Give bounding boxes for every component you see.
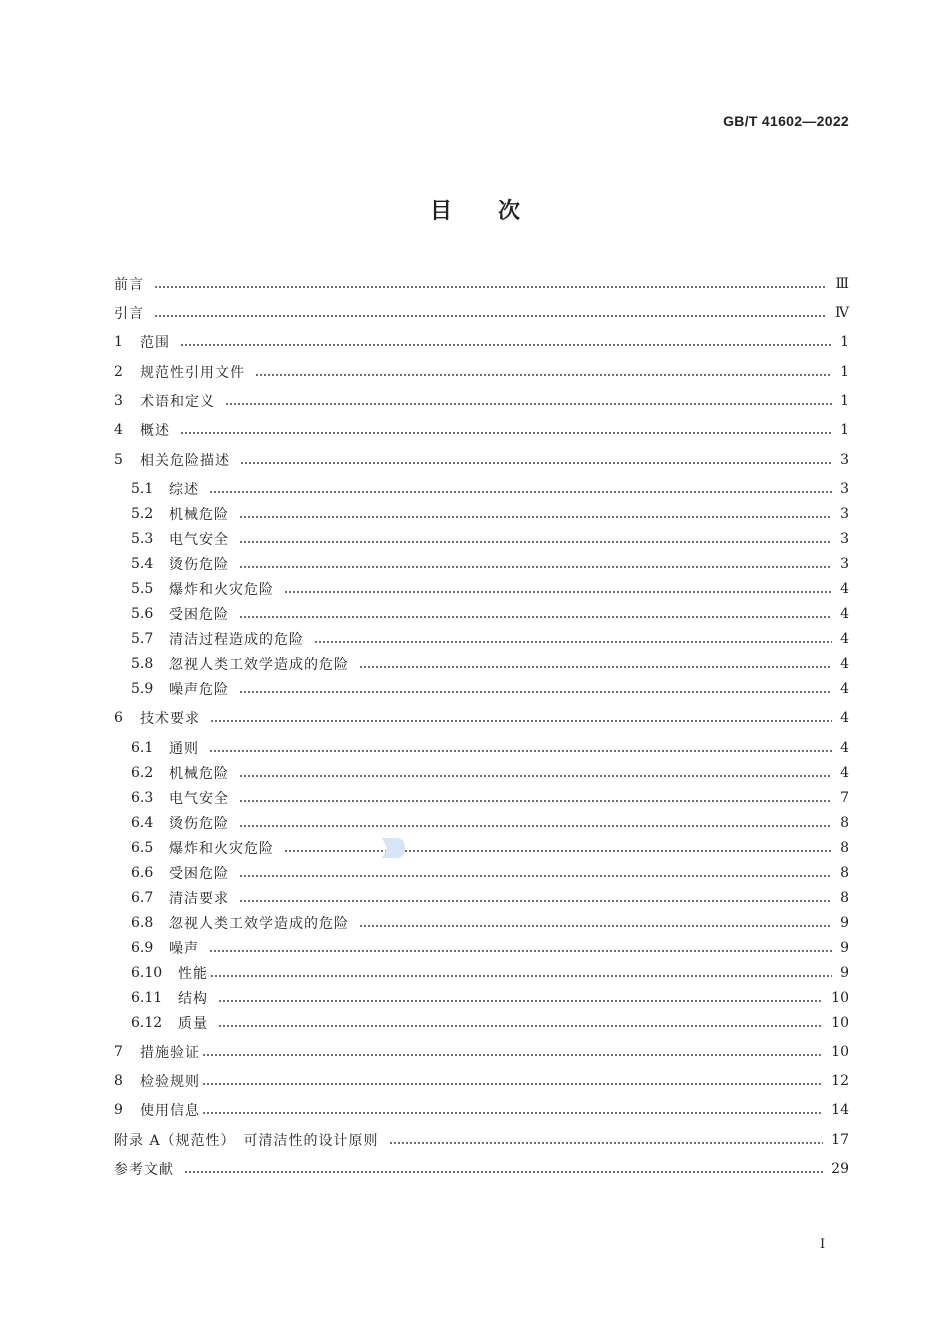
dot-leader — [180, 432, 832, 434]
toc-subentry[interactable] — [131, 763, 849, 783]
toc-entry-number: 5.2 — [131, 506, 154, 522]
toc-entry-page: 7 — [840, 790, 849, 806]
standard-number: GB/T 41602—2022 — [723, 113, 849, 129]
toc-entry-page: 4 — [840, 765, 849, 781]
toc-entry-page: 12 — [831, 1073, 849, 1089]
toc-entry-annex[interactable] — [114, 1130, 849, 1150]
toc-entry-title: 措施验证 — [140, 1045, 200, 1061]
toc-entry-title: 电气安全 — [169, 791, 229, 807]
toc-entry-title: 综述 — [169, 482, 199, 498]
toc-entry-number: 5.4 — [131, 556, 154, 572]
toc-entry[interactable] — [114, 450, 849, 470]
toc-entry-number: 5.7 — [131, 631, 154, 647]
toc-entry[interactable] — [114, 303, 849, 323]
dot-leader — [209, 491, 832, 493]
toc-entry-page: 1 — [840, 393, 849, 409]
toc-entry-page: 8 — [840, 840, 849, 856]
toc-entry-page: Ⅲ — [835, 276, 849, 292]
toc-entry-title: 忽视人类工效学造成的危险 — [169, 657, 349, 673]
toc-entry[interactable] — [114, 332, 849, 352]
dot-leader — [218, 1000, 823, 1002]
toc-entry[interactable] — [114, 274, 849, 294]
toc-subentry[interactable] — [131, 963, 849, 983]
toc-entry-page: Ⅳ — [835, 305, 849, 321]
toc-entry-number: 6.2 — [131, 765, 154, 781]
toc-entry-number: 5.1 — [131, 481, 154, 497]
toc-entry-number: 9 — [114, 1102, 123, 1118]
toc-entry-page: 3 — [840, 556, 849, 572]
dot-leader — [239, 516, 832, 518]
toc-entry-title: 概述 — [140, 423, 170, 439]
toc-entry-title: 范围 — [140, 335, 170, 351]
toc-entry[interactable] — [114, 362, 849, 382]
dot-leader — [255, 374, 832, 376]
toc-entry-title: 爆炸和火灾危险 — [169, 582, 274, 598]
dot-leader — [154, 286, 827, 288]
toc-entry-title: 忽视人类工效学造成的危险 — [169, 916, 349, 932]
toc-entry[interactable] — [114, 708, 849, 728]
toc-subentry[interactable] — [131, 738, 849, 758]
toc-entry-page: 3 — [840, 452, 849, 468]
toc-entry-number: 6.4 — [131, 815, 154, 831]
toc-subentry[interactable] — [131, 938, 849, 958]
toc-entry-page: 4 — [840, 681, 849, 697]
dot-leader — [314, 641, 832, 643]
toc-entry-page: 10 — [831, 1044, 849, 1060]
toc-entry[interactable] — [114, 1042, 849, 1062]
toc-entry-page: 1 — [840, 422, 849, 438]
dot-leader — [239, 900, 832, 902]
toc-entry-page: 9 — [840, 940, 849, 956]
watermark-logo-icon — [380, 836, 406, 860]
toc-entry-page: 4 — [840, 606, 849, 622]
toc-entry-page: 1 — [840, 364, 849, 380]
toc-entry[interactable] — [114, 1071, 849, 1091]
toc-entry-number: 3 — [114, 393, 123, 409]
dot-leader — [239, 566, 832, 568]
toc-subentry[interactable] — [131, 579, 849, 599]
page-title: 目次 — [429, 199, 566, 224]
toc-entry-title: 引言 — [114, 306, 144, 322]
toc-entry-title: 烫伤危险 — [169, 816, 229, 832]
toc-entry-number: 4 — [114, 422, 123, 438]
toc-entry[interactable] — [114, 1159, 849, 1179]
toc-entry[interactable] — [114, 1100, 849, 1120]
dot-leader — [284, 850, 832, 852]
toc-entry-page: 17 — [831, 1132, 849, 1148]
toc-entry-number: 6 — [114, 710, 123, 726]
dot-leader — [154, 315, 827, 317]
toc-entry-number: 5.8 — [131, 656, 154, 672]
toc-entry[interactable] — [114, 391, 849, 411]
dot-leader — [359, 666, 832, 668]
toc-entry-page: 10 — [831, 990, 849, 1006]
toc-entry-title: 机械危险 — [169, 766, 229, 782]
toc-entry-page: 9 — [840, 915, 849, 931]
toc-entry-title: 参考文献 — [114, 1162, 174, 1178]
dot-leader — [202, 1054, 823, 1056]
toc-entry-page: 8 — [840, 815, 849, 831]
dot-leader — [240, 462, 832, 464]
toc-entry-number: 6.1 — [131, 740, 154, 756]
toc-entry-title: 爆炸和火灾危险 — [169, 841, 274, 857]
toc-entry-number: 1 — [114, 334, 123, 350]
toc-subentry[interactable] — [131, 679, 849, 699]
dot-leader — [209, 950, 832, 952]
toc-entry-title: 前言 — [114, 277, 144, 293]
dot-leader — [239, 616, 832, 618]
toc-entry-title: 清洁要求 — [169, 891, 229, 907]
toc-entry-number: 5.9 — [131, 681, 154, 697]
toc-entry-title: 清洁过程造成的危险 — [169, 632, 304, 648]
dot-leader — [239, 875, 832, 877]
toc-entry-page: 14 — [831, 1102, 849, 1118]
toc-subentry[interactable] — [131, 888, 849, 908]
dot-leader — [239, 691, 832, 693]
toc-entry-number: 6.6 — [131, 865, 154, 881]
toc-subentry[interactable] — [131, 988, 849, 1008]
toc-entry-number: 6.8 — [131, 915, 154, 931]
toc-entry-title: 受困危险 — [169, 866, 229, 882]
dot-leader — [202, 1112, 823, 1114]
toc-subentry[interactable] — [131, 863, 849, 883]
page-number: I — [820, 1237, 826, 1252]
toc-entry-title: 检验规则 — [140, 1074, 200, 1090]
toc-entry-title: 术语和定义 — [140, 394, 215, 410]
toc-entry-page: 10 — [831, 1015, 849, 1031]
toc-entry-number: 6.7 — [131, 890, 154, 906]
toc-entry-title: 结构 — [178, 991, 208, 1007]
toc-entry-number: 5.3 — [131, 531, 154, 547]
toc-entry-title: 机械危险 — [169, 507, 229, 523]
toc-subentry[interactable] — [131, 654, 849, 674]
toc-subentry[interactable] — [131, 604, 849, 624]
toc-entry-number: 7 — [114, 1044, 123, 1060]
toc-entry-number: 6.10 — [131, 965, 163, 981]
toc-subentry[interactable] — [131, 1013, 849, 1033]
dot-leader — [180, 344, 832, 346]
toc-subentry[interactable] — [131, 554, 849, 574]
toc-entry-page: 3 — [840, 481, 849, 497]
toc-entry-title: 相关危险描述 — [140, 453, 230, 469]
toc-entry-page: 8 — [840, 890, 849, 906]
toc-entry-title: 受困危险 — [169, 607, 229, 623]
toc-entry-number: 5 — [114, 452, 123, 468]
toc-entry-page: 8 — [840, 865, 849, 881]
toc-entry-number: 8 — [114, 1073, 123, 1089]
toc-entry-title: 烫伤危险 — [169, 557, 229, 573]
toc-subentry[interactable] — [131, 529, 849, 549]
toc-entry-page: 29 — [831, 1161, 849, 1177]
toc-entry[interactable] — [114, 420, 849, 440]
toc-entry-page: 4 — [840, 740, 849, 756]
dot-leader — [359, 925, 832, 927]
toc-entry-title: 噪声 — [169, 941, 199, 957]
toc-entry-title: 使用信息 — [140, 1103, 200, 1119]
toc-entry-page: 4 — [840, 581, 849, 597]
toc-entry-number: 5.6 — [131, 606, 154, 622]
dot-leader — [239, 825, 832, 827]
toc-subentry[interactable] — [131, 629, 849, 649]
toc-entry-page: 3 — [840, 506, 849, 522]
toc-entry-number: 6.5 — [131, 840, 154, 856]
toc-entry-number: 6.11 — [131, 990, 163, 1006]
dot-leader — [218, 1025, 823, 1027]
toc-entry-page: 4 — [840, 656, 849, 672]
toc-entry-page: 4 — [840, 710, 849, 726]
toc-subentry[interactable] — [131, 479, 849, 499]
dot-leader — [210, 720, 832, 722]
toc-entry-number: 5.5 — [131, 581, 154, 597]
toc-entry-title: 质量 — [178, 1016, 208, 1032]
toc-entry-title: 通则 — [169, 741, 199, 757]
toc-subentry[interactable] — [131, 913, 849, 933]
toc-entry-title: 附录 A（规范性） 可清洁性的设计原则 — [114, 1133, 379, 1149]
dot-leader — [202, 1083, 823, 1085]
toc-subentry[interactable] — [131, 788, 849, 808]
toc-entry-title: 规范性引用文件 — [140, 365, 245, 381]
toc-entry-number: 2 — [114, 364, 123, 380]
dot-leader — [209, 750, 832, 752]
toc-entry-number: 6.12 — [131, 1015, 163, 1031]
dot-leader — [284, 591, 832, 593]
toc-entry-number: 6.9 — [131, 940, 154, 956]
dot-leader — [389, 1142, 824, 1144]
toc-entry-title: 电气安全 — [169, 532, 229, 548]
toc-entry-title: 技术要求 — [140, 711, 200, 727]
toc-entry-page: 1 — [840, 334, 849, 350]
toc-entry-number: 6.3 — [131, 790, 154, 806]
dot-leader — [210, 975, 832, 977]
toc-entry-page: 4 — [840, 631, 849, 647]
toc-entry-title: 性能 — [178, 966, 208, 982]
dot-leader — [239, 775, 832, 777]
dot-leader — [184, 1171, 823, 1173]
toc-subentry[interactable] — [131, 504, 849, 524]
dot-leader — [239, 800, 832, 802]
dot-leader — [239, 541, 832, 543]
toc-subentry[interactable] — [131, 838, 849, 858]
dot-leader — [225, 403, 832, 405]
toc-entry-title: 噪声危险 — [169, 682, 229, 698]
toc-subentry[interactable] — [131, 813, 849, 833]
toc-entry-page: 3 — [840, 531, 849, 547]
toc-entry-page: 9 — [840, 965, 849, 981]
